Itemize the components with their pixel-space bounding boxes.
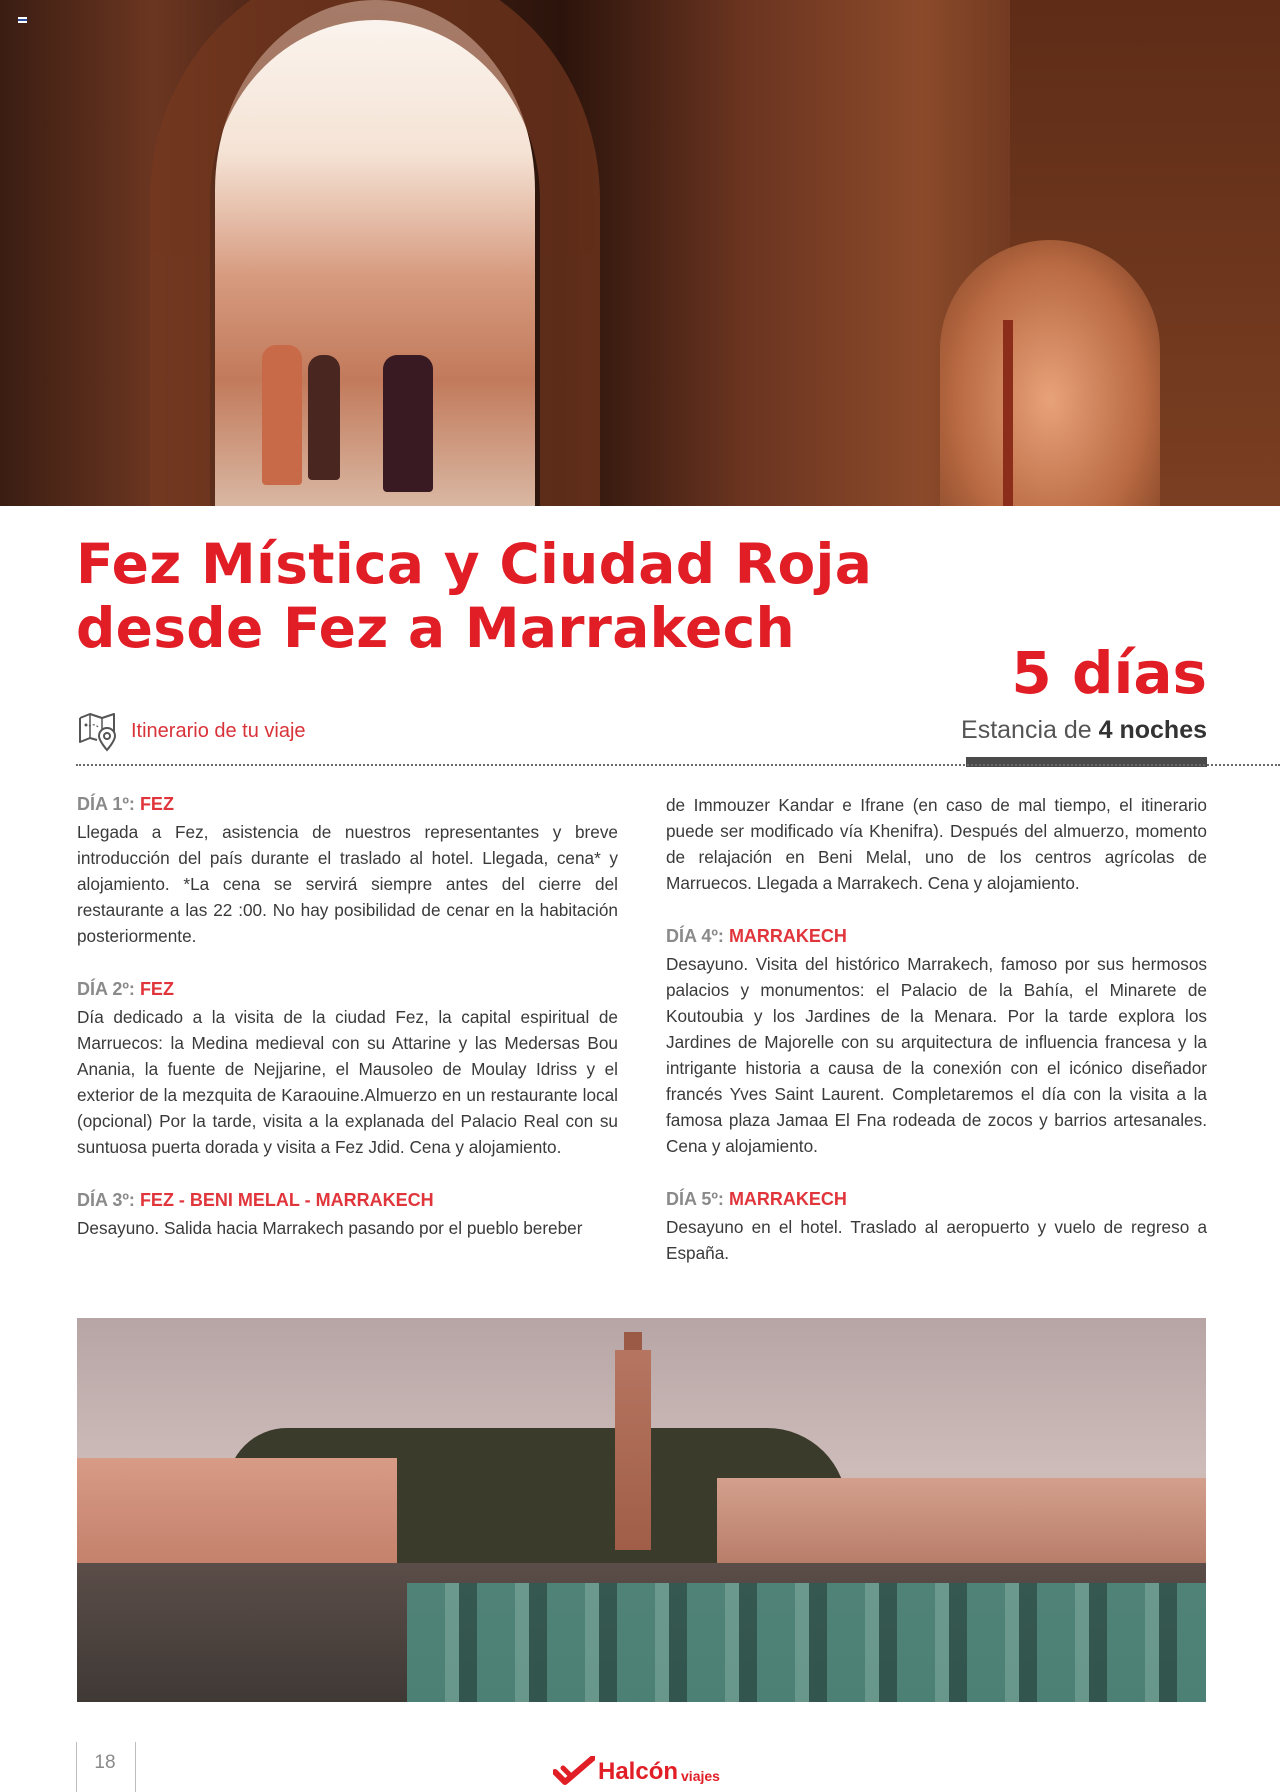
divider-line bbox=[76, 764, 1280, 766]
itinerary-header bbox=[77, 709, 306, 753]
day-description: Día dedicado a la visita de la ciudad Fez, la capital espiritual de Marruecos: la Medina medieval con su Attarine y las Medersas Bou Anania, la fuente de Nejjarine, el Mausoleo de Moulay Idriss y el exterior de la mezquita de Karaouine.Almuerzo en un restaurante local (opcional) Por la tarde, visita a la explanada del Palacio Real con su suntuosa puerta dorada y visita a Fez Jdid. Cena y alojamiento. bbox=[77, 1007, 618, 1157]
flag-icon bbox=[18, 17, 27, 23]
page-title bbox=[76, 532, 872, 660]
day-city: MARRAKECH bbox=[728, 1189, 847, 1209]
day-4 bbox=[666, 924, 1207, 1159]
marrakech-square-photo bbox=[77, 1318, 1206, 1702]
day-description: Desayuno. Salida hacia Marrakech pasando por el pueblo bereber bbox=[77, 1218, 583, 1238]
day-heading bbox=[77, 977, 618, 1001]
day-city: MARRAKECH bbox=[728, 926, 847, 946]
trip-duration: 5 días bbox=[1011, 639, 1207, 707]
day-city: FEZ bbox=[139, 979, 174, 999]
day-3 bbox=[77, 1188, 618, 1241]
hero-photo bbox=[0, 0, 1280, 506]
day-1 bbox=[77, 792, 618, 949]
person-figure bbox=[308, 355, 340, 480]
day-description: Desayuno. Visita del histórico Marrakech, famoso por sus hermosos palacios y monumentos: el Palacio de la Bahía, el Minarete de Koutoubia y los Jardines de la Menara. Por la tarde explora los Jardines de Majorelle con su arquitectura de influencia francesa y la intrigante historia a causa de la conexión con el icónico diseñador francés Yves Saint Laurent. Completaremos el día con la visita a la famosa plaza Jamaa El Fna rodeada de zocos y barrios artesanales. Cena y alojamiento. bbox=[666, 954, 1207, 1156]
page-number: 18 bbox=[94, 1752, 116, 1773]
day-description: Llegada a Fez, asistencia de nuestros representantes y breve introducción del país durante el traslado al hotel. Llegada, cena* y alojamiento. *La cena se servirá siempre antes del cierre del restaurante a las 22 :00. No hay posibilidad de cenar en la habitación posteriormente. bbox=[77, 822, 618, 946]
day-city: FEZ bbox=[139, 794, 174, 814]
map-pin-icon bbox=[77, 710, 119, 752]
day-label: DÍA 1º: bbox=[77, 794, 135, 814]
person-figure bbox=[262, 345, 302, 485]
day-label: DÍA 4º: bbox=[666, 926, 724, 946]
day-5 bbox=[666, 1187, 1207, 1266]
day-label: DÍA 5º: bbox=[666, 1189, 724, 1209]
minaret bbox=[615, 1350, 651, 1550]
stay-nights: 4 noches bbox=[1098, 716, 1207, 744]
itinerary-column-left bbox=[77, 792, 618, 1269]
brand-logo bbox=[553, 1752, 720, 1786]
person-figure bbox=[383, 355, 433, 492]
market-stalls bbox=[407, 1583, 1206, 1702]
doorpost bbox=[1003, 320, 1013, 506]
stay-prefix: Estancia de bbox=[961, 716, 1092, 744]
day-label: DÍA 3º: bbox=[77, 1190, 135, 1210]
itinerary-label: Itinerario de tu viaje bbox=[131, 719, 306, 742]
day-heading bbox=[666, 924, 1207, 948]
checkmark-logo-icon bbox=[553, 1756, 595, 1786]
day-description-continued: de Immouzer Kandar e Ifrane (en caso de mal tiempo, el itinerario puede ser modificado vía Khenifra). Después del almuerzo, momento de relajación en Beni Melal, uno de los centros agrícolas de Marruecos. Llegada a Marrakech. Cena y alojamiento. bbox=[666, 795, 1207, 893]
title-line-1: Fez Mística y Ciudad Roja bbox=[76, 532, 873, 596]
minaret-top bbox=[624, 1332, 642, 1352]
day-heading bbox=[77, 1188, 618, 1212]
stay-info bbox=[961, 714, 1207, 746]
day-heading bbox=[77, 792, 618, 816]
day-heading bbox=[666, 1187, 1207, 1211]
arch-ring bbox=[150, 0, 600, 506]
brand-name: Halcón bbox=[598, 1758, 679, 1785]
day-2 bbox=[77, 977, 618, 1160]
day-city: FEZ - BENI MELAL - MARRAKECH bbox=[139, 1190, 434, 1210]
brand-sub: viajes bbox=[681, 1768, 720, 1784]
title-line-2: desde Fez a Marrakech bbox=[76, 596, 795, 660]
day-description: Desayuno en el hotel. Traslado al aeropuerto y vuelo de regreso a España. bbox=[666, 1217, 1207, 1263]
light-spot bbox=[940, 240, 1160, 506]
itinerary-column-right bbox=[666, 792, 1207, 1294]
day-3-continued bbox=[666, 792, 1207, 896]
buildings-right bbox=[717, 1478, 1206, 1568]
day-label: DÍA 2º: bbox=[77, 979, 135, 999]
